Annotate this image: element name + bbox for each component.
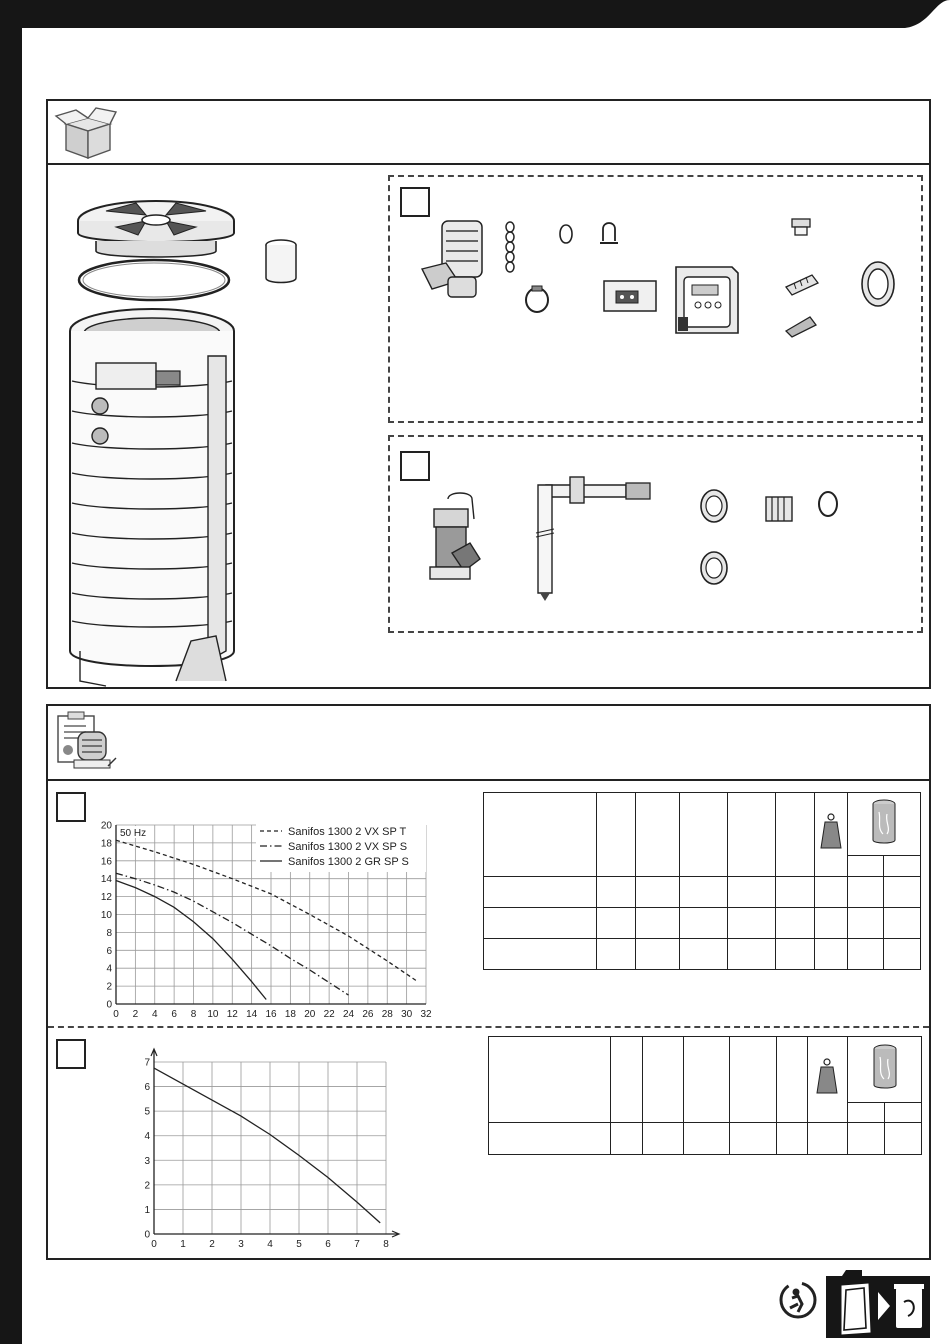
clamp-ring-part (816, 489, 840, 519)
y-tick-label: 4 (144, 1131, 150, 1143)
x-tick-label: 1 (180, 1239, 186, 1250)
x-tick-label: 30 (401, 1009, 413, 1020)
datasheet-pump-icon (54, 710, 120, 776)
spec-table-1 (483, 792, 921, 970)
hose-clamp-part (522, 285, 552, 315)
group-1-number-box (400, 187, 430, 217)
header-bar (0, 0, 950, 28)
y-tick-label: 2 (106, 981, 112, 993)
group-2-number-box (400, 451, 430, 481)
fitting-part-2 (782, 269, 824, 297)
tank-illustration (66, 181, 266, 691)
contents-panel (46, 99, 931, 689)
x-tick-label: 26 (362, 1009, 374, 1020)
x-tick-label: 3 (238, 1239, 244, 1250)
hose-sleeve-part (762, 493, 796, 525)
contents-panel-header (48, 101, 929, 165)
shackle-part (598, 221, 620, 249)
x-tick-label: 7 (354, 1239, 360, 1250)
x-tick-label: 20 (304, 1009, 316, 1020)
seal-ring-part-2 (698, 549, 730, 587)
performance-chart-2 (124, 1042, 414, 1252)
chart-2-number-box (56, 1039, 86, 1069)
y-tick-label: 7 (144, 1057, 150, 1069)
section-divider (48, 1026, 929, 1028)
y-tick-label: 0 (144, 1229, 150, 1241)
x-tick-label: 22 (323, 1009, 335, 1020)
recycling-icon (776, 1278, 820, 1322)
x-tick-label: 16 (265, 1009, 277, 1020)
x-tick-label: 4 (267, 1239, 273, 1250)
performance-chart-1 (94, 820, 444, 1020)
fitting-part-1 (788, 215, 814, 239)
y-tick-label: 6 (106, 945, 112, 957)
accessory-group-1 (388, 175, 923, 423)
x-tick-label: 0 (113, 1009, 119, 1020)
fitting-part-3 (782, 309, 822, 339)
tank-volume-icon-2 (870, 1043, 900, 1091)
y-tick-label: 14 (100, 874, 112, 886)
tank-volume-icon (869, 798, 899, 846)
series-line-1 (154, 1068, 380, 1223)
y-tick-label: 20 (100, 820, 112, 832)
x-tick-label: 32 (420, 1009, 432, 1020)
sleeve-part (263, 238, 299, 286)
y-tick-label: 1 (144, 1204, 150, 1216)
control-panel-part (670, 263, 742, 339)
x-tick-label: 28 (381, 1009, 393, 1020)
submersible-pump-part (426, 489, 486, 589)
y-tick-label: 5 (144, 1106, 150, 1118)
spec-table-2 (488, 1036, 922, 1155)
y-tick-label: 18 (100, 838, 112, 850)
y-tick-label: 3 (144, 1155, 150, 1167)
x-tick-label: 6 (325, 1239, 331, 1250)
x-tick-label: 8 (383, 1239, 389, 1250)
x-tick-label: 14 (246, 1009, 258, 1020)
float-switch-part (418, 215, 498, 305)
y-tick-label: 2 (144, 1180, 150, 1192)
discharge-pipe-part (526, 463, 666, 603)
x-tick-label: 6 (171, 1009, 177, 1020)
x-tick-label: 24 (342, 1009, 355, 1020)
seal-ring-part-1 (698, 487, 730, 525)
y-tick-label: 0 (106, 999, 112, 1011)
x-tick-label: 2 (209, 1239, 215, 1250)
x-tick-label: 4 (151, 1009, 158, 1020)
junction-box-part (602, 275, 658, 315)
chain-part (500, 221, 520, 277)
box-icon (52, 106, 118, 160)
flange-ring-part (858, 259, 898, 309)
x-tick-label: 10 (207, 1009, 219, 1020)
weight-icon (819, 812, 843, 852)
y-tick-label: 16 (100, 856, 112, 868)
frequency-annotation: 50 Hz (120, 828, 147, 839)
y-tick-label: 6 (144, 1082, 150, 1094)
y-tick-label: 8 (106, 927, 112, 939)
y-tick-label: 12 (100, 892, 112, 904)
weight-icon-2 (815, 1057, 839, 1097)
accessory-group-2 (388, 435, 923, 633)
x-tick-label: 12 (226, 1009, 238, 1020)
x-tick-label: 0 (151, 1239, 157, 1250)
x-tick-label: 8 (190, 1009, 197, 1020)
chart-1-number-box (56, 792, 86, 822)
sort-waste-icon (822, 1262, 934, 1338)
y-tick-label: 4 (106, 963, 112, 975)
left-edge-bar (0, 0, 22, 1344)
performance-panel-header (48, 706, 929, 781)
series-line-3 (116, 881, 266, 1000)
x-tick-label: 2 (132, 1009, 139, 1020)
x-tick-label: 5 (296, 1239, 302, 1250)
carabiner-part (556, 223, 576, 247)
x-tick-label: 18 (284, 1009, 296, 1020)
performance-panel (46, 704, 931, 1260)
y-tick-label: 10 (100, 910, 112, 921)
legend-entry: Sanifos 1300 2 VX SP S (288, 841, 408, 853)
legend-entry: Sanifos 1300 2 VX SP T (288, 826, 407, 838)
legend-entry: Sanifos 1300 2 GR SP S (288, 856, 409, 868)
